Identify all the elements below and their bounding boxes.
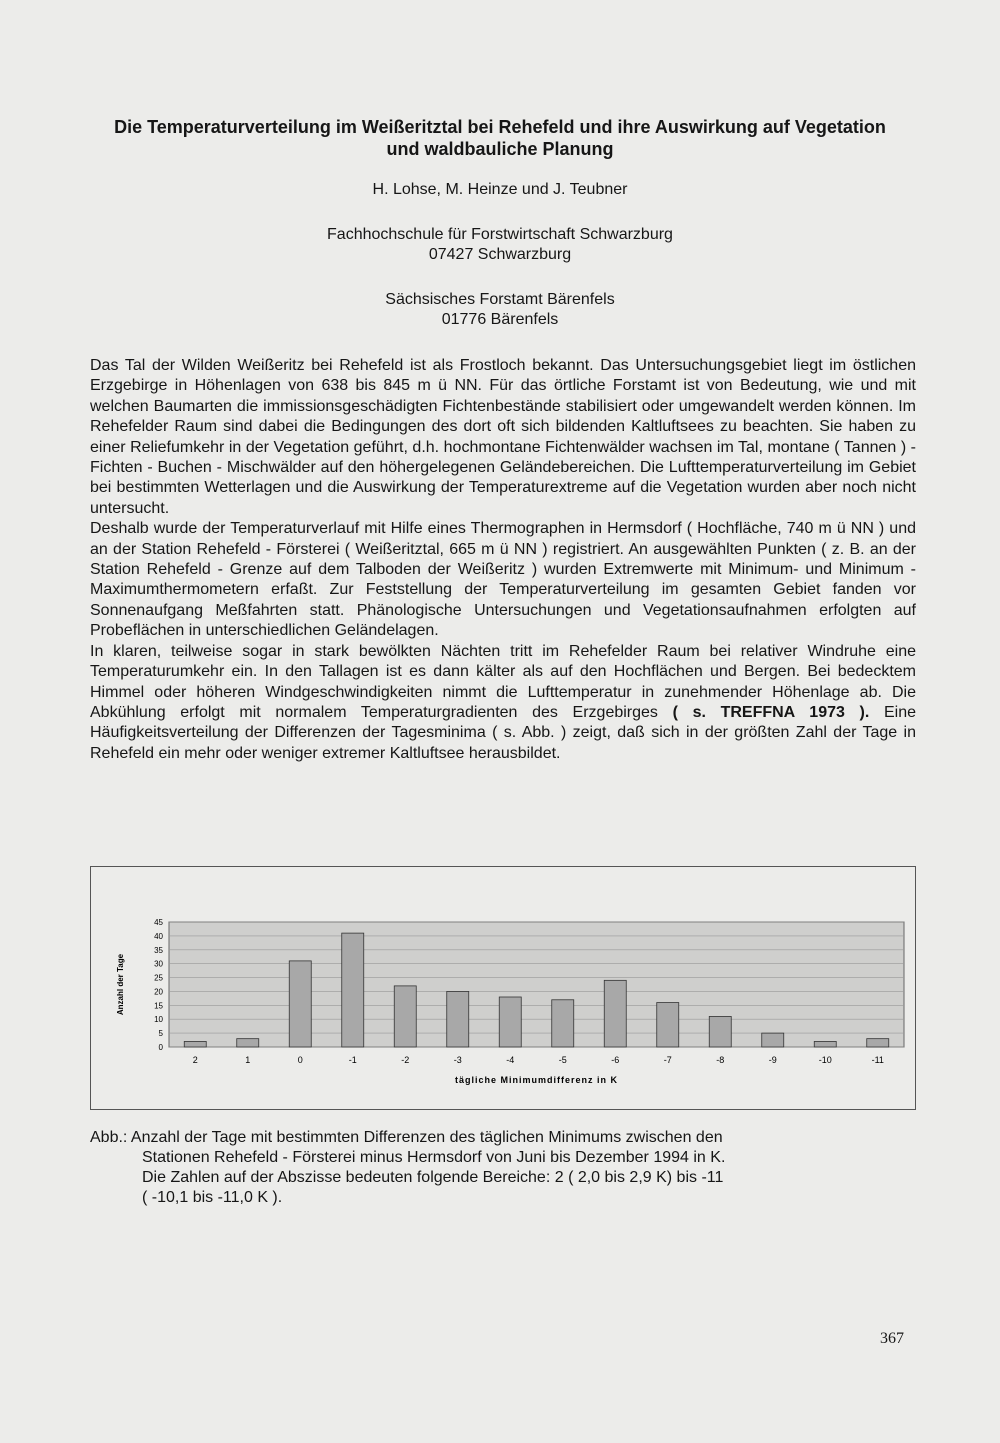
- body-text: [90, 356, 916, 764]
- x-tick-label: -11: [871, 1055, 884, 1065]
- y-tick-label: 30: [154, 959, 163, 969]
- caption-line: ( -10,1 bis -11,0 K ).: [142, 1189, 283, 1206]
- bar: [867, 1039, 889, 1047]
- x-tick-label: -1: [348, 1055, 357, 1065]
- y-tick-label: 5: [158, 1029, 163, 1039]
- y-tick-label: 40: [154, 931, 163, 941]
- x-tick-label: -9: [768, 1055, 777, 1065]
- figure-caption: [90, 1128, 870, 1208]
- paragraph-text: In klaren, teilweise sogar in stark bewölkten Nächten tritt im Rehefelder Raum bei relativer Windruhe eine Temperaturumkehr ein. In den Tallagen ist es dann kälter als auf den Hochflächen und Bergen. Bei bedecktem Himmel oder höheren Windgeschwindigkeiten nimmt die Lufttemperatur in zunehmender Höhenlage ab. Die Abkühlung erfolgt mit normalem Temperaturgradienten des Erzgebirges: [90, 642, 916, 721]
- y-tick-label: 25: [154, 973, 163, 983]
- x-tick-label: -3: [453, 1055, 462, 1065]
- y-tick-label: 10: [154, 1015, 163, 1025]
- caption-line: Anzahl der Tage mit bestimmten Differenzen des täglichen Minimums zwischen den: [130, 1129, 723, 1146]
- institution-1: [0, 225, 1000, 265]
- x-tick-label: -8: [716, 1055, 725, 1065]
- x-tick-label: -2: [401, 1055, 410, 1065]
- bar: [762, 1033, 784, 1047]
- page-number: 367: [880, 1330, 904, 1347]
- figure-chart: [90, 866, 916, 1110]
- bar: [394, 986, 416, 1047]
- institution-2: [0, 290, 1000, 330]
- authors: H. Lohse, M. Heinze und J. Teubner: [372, 181, 628, 198]
- bar: [447, 991, 469, 1047]
- bar: [499, 997, 521, 1047]
- paragraph: Das Tal der Wilden Weißeritz bei Rehefeld ist als Frostloch bekannt. Das Untersuchungsgebiet liegt im östlichen Erzgebirge in Höhenlagen von 638 bis 845 m ü NN. Für das örtliche Forstamt ist von Bedeutung, wie und mit welchen Baumarten die immissionsgeschädigten Fichtenbestände stabilisiert oder umgewandelt werden können. Im Rehefelder Raum sind dabei die Bedingungen des dort oft sich bildenden Kaltluftsees zu beachten. Sie haben zu einer Reliefumkehr in der Vegetation geführt, d.h. hochmontane Fichtenwälder wachsen im Tal, montane ( Tannen ) - Fichten - Buchen - Mischwälder auf den höhergelegenen Geländebereichen. Die Lufttemperaturverteilung im Gebiet bei bestimmten Wetterlagen und die Auswirkung der Temperaturextreme auf die Vegetation wurden aber noch nicht untersucht.: [90, 357, 916, 517]
- caption-label: Abb.:: [90, 1129, 128, 1146]
- bar: [237, 1039, 259, 1047]
- paragraph: Deshalb wurde der Temperaturverlauf mit Hilfe eines Thermographen in Hermsdorf ( Hochfläche, 740 m ü NN ) und an der Station Rehefeld - Försterei ( Weißeritztal, 665 m ü NN ) registriert. An ausgewählten Punkten ( z. B. an der Station Rehefeld - Grenze auf dem Talboden der Weißeritz ) wurden Extremwerte mit Minimum- und Minimum - Maximumthermometern erfaßt. Zur Feststellung der Temperaturverteilung im gesamten Gebiet fanden vor Sonnenaufgang Meßfahrten statt. Phänologische Untersuchungen und Vegetationsaufnahmen erfolgten auf Probeflächen in unterschiedlichen Geländelagen.: [90, 520, 916, 640]
- y-tick-label: 20: [154, 987, 163, 997]
- x-tick-label: -6: [611, 1055, 620, 1065]
- x-tick-label: 1: [245, 1055, 251, 1065]
- paragraph-text: Eine Häufigkeitsverteilung der Differenzen der Tagesminima ( s. Abb. ) zeigt, daß sich in der größten Zahl der Tage in Rehefeld ein mehr oder weniger extremer Kaltluftsee herausbildet.: [90, 703, 917, 762]
- y-axis-label: Anzahl der Tage: [116, 953, 125, 1016]
- plot-area: [169, 922, 904, 1047]
- bar: [709, 1016, 731, 1047]
- y-tick-label: 45: [154, 918, 163, 927]
- institution-address: 01776 Bärenfels: [441, 311, 559, 328]
- x-tick-label: -4: [506, 1055, 515, 1065]
- x-tick-label: -7: [663, 1055, 672, 1065]
- x-tick-label: 0: [297, 1055, 303, 1065]
- bar: [814, 1041, 836, 1047]
- y-tick-label: 0: [158, 1043, 163, 1052]
- institution-name: Sächsisches Forstamt Bärenfels: [385, 291, 615, 308]
- institution-address: 07427 Schwarzburg: [428, 246, 572, 263]
- bar-chart: [91, 867, 915, 1109]
- y-tick-label: 35: [154, 945, 163, 955]
- y-tick-label: 15: [154, 1001, 163, 1011]
- bar: [657, 1003, 679, 1047]
- bar: [604, 980, 626, 1047]
- citation: ( s. TREFFNA 1973 ).: [657, 703, 870, 721]
- bar: [184, 1041, 206, 1047]
- x-tick-label: -5: [558, 1055, 567, 1065]
- bar: [289, 961, 311, 1047]
- paper-title: Die Temperaturverteilung im Weißeritztal bei Rehefeld und ihre Auswirkung auf Vegetation und waldbauliche Planung: [114, 117, 886, 159]
- bar: [552, 1000, 574, 1047]
- paragraph: [90, 642, 916, 764]
- bar: [342, 933, 364, 1047]
- caption-line: Die Zahlen auf der Abszisse bedeuten folgende Bereiche: 2 ( 2,0 bis 2,9 K) bis -11: [142, 1169, 724, 1186]
- x-axis-label: tägliche Minimumdifferenz in K: [454, 1075, 619, 1085]
- institution-name: Fachhochschule für Forstwirtschaft Schwarzburg: [327, 226, 673, 243]
- caption-line: Stationen Rehefeld - Försterei minus Hermsdorf von Juni bis Dezember 1994 in K.: [142, 1149, 726, 1166]
- x-tick-label: 2: [192, 1055, 198, 1065]
- x-tick-label: -10: [818, 1055, 832, 1065]
